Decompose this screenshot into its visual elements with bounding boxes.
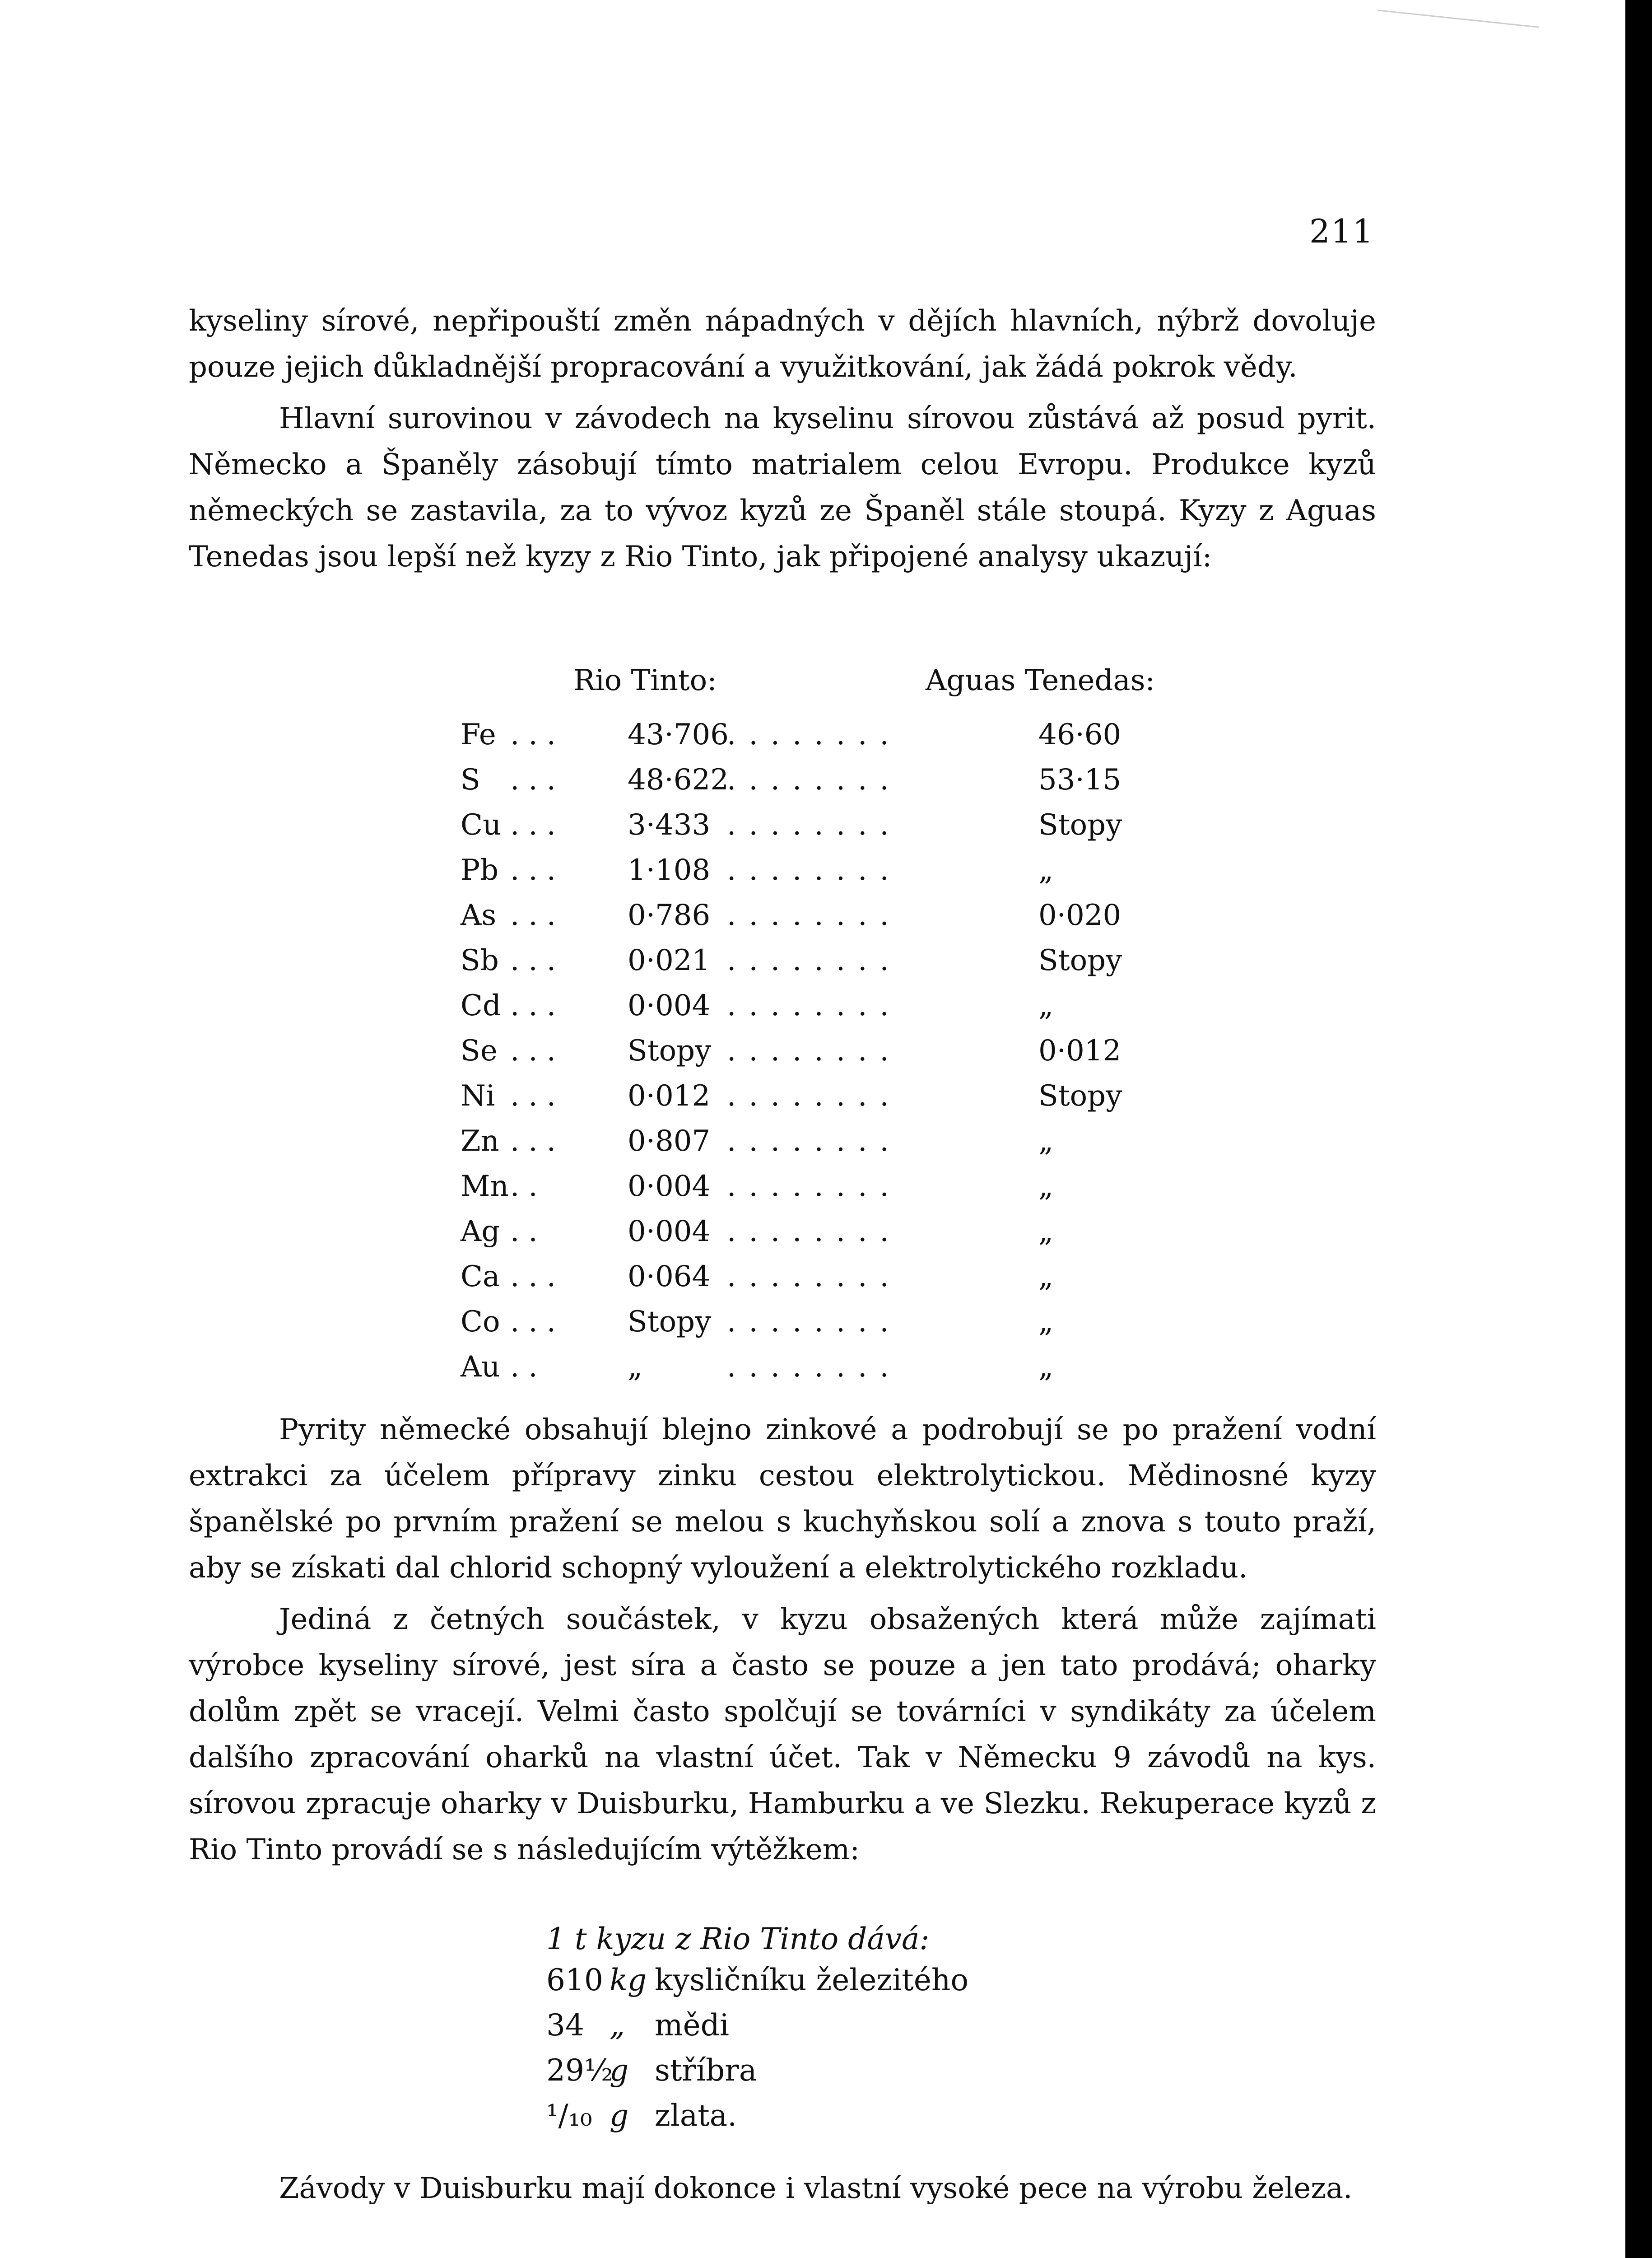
- yield-row: [546, 2053, 930, 2098]
- leader-dots: ........: [727, 763, 902, 797]
- yield-quantity: 29½: [546, 2053, 613, 2088]
- rio-tinto-value: 1·108: [628, 854, 711, 887]
- leader-dots: ........: [727, 1215, 902, 1248]
- analysis-table-header: [0, 664, 1625, 709]
- leader-dots: ........: [727, 854, 902, 887]
- aguas-tenedas-value: „: [1038, 989, 1054, 1022]
- aguas-tenedas-value: 53·15: [1038, 763, 1121, 797]
- element-symbol: As: [461, 899, 497, 932]
- aguas-tenedas-value: 0·020: [1038, 899, 1121, 932]
- element-symbol: Fe: [461, 718, 496, 751]
- yield-row: [546, 2098, 930, 2143]
- rio-tinto-value: 3·433: [628, 808, 711, 842]
- aguas-tenedas-value: „: [1038, 1170, 1054, 1203]
- table-row: [0, 899, 1625, 944]
- yield-unit: g: [610, 2098, 629, 2133]
- yield-row: [546, 2008, 930, 2053]
- aguas-tenedas-value: 0·012: [1038, 1034, 1121, 1068]
- yield-description: stříbra: [655, 2053, 757, 2088]
- rio-tinto-value: „: [628, 1350, 643, 1384]
- table-row: [0, 1260, 1625, 1305]
- aguas-tenedas-value: Stopy: [1038, 808, 1122, 842]
- paragraph-2: Hlavní surovinou v závodech na kyselinu sírovou zůstává až posud pyrit. Německo a Španěly zásobují tímto matrialem celou Evropu. Produkce kyzů německých se zastavila, za to vývoz kyzů ze Španěl stále stoupá. Kyzy z Aguas Tenedas jsou lepší než kyzy z Rio Tinto, jak připojené analysy ukazují:: [189, 402, 1376, 574]
- leader-dots: ........: [727, 989, 902, 1022]
- rio-tinto-value: 48·622: [628, 763, 729, 797]
- leader-dots: ........: [727, 1124, 902, 1158]
- rio-tinto-value: 43·706: [628, 718, 729, 751]
- element-symbol: S: [461, 763, 480, 797]
- element-symbol: Cd: [461, 989, 501, 1022]
- table-row: [0, 1350, 1625, 1395]
- leader-dots: ..: [510, 1350, 547, 1384]
- aguas-tenedas-value: Stopy: [1038, 1079, 1122, 1113]
- yield-unit: kg: [610, 1963, 647, 1997]
- leader-dots: ........: [727, 1034, 902, 1068]
- element-symbol: Cu: [461, 808, 502, 842]
- element-symbol: Mn: [461, 1170, 509, 1203]
- paragraph-3: Pyrity německé obsahují blejno zinkové a podrobují se po pražení vodní extrakci za účelem přípravy zinku cestou elektrolytickou. Mědinosné kyzy španělské po prvním pražení se melou s kuchyňskou solí a znova s touto praží, aby se získati dal chlorid schopný vyloužení a elektrolytického rozkladu.: [189, 1413, 1376, 1585]
- aguas-tenedas-value: Stopy: [1038, 944, 1122, 977]
- yield-block: [546, 1922, 969, 2143]
- rio-tinto-value: 0·807: [628, 1124, 711, 1158]
- table-row: [0, 763, 1625, 808]
- table-row: [0, 1124, 1625, 1170]
- element-symbol: Ag: [461, 1215, 500, 1248]
- rio-tinto-value: 0·004: [628, 1215, 711, 1248]
- element-symbol: Ca: [461, 1260, 500, 1293]
- rio-tinto-value: Stopy: [628, 1034, 712, 1068]
- aguas-tenedas-value: „: [1038, 1215, 1054, 1248]
- scan-edge-mark: [1377, 9, 1539, 28]
- table-row: [0, 1170, 1625, 1215]
- leader-dots: ...: [510, 1124, 565, 1158]
- header-rio-tinto: Rio Tinto:: [573, 664, 717, 697]
- closing-text: [189, 2165, 1376, 2211]
- table-row: [0, 1215, 1625, 1260]
- leader-dots: ........: [727, 1350, 902, 1384]
- leader-dots: ...: [510, 1305, 565, 1339]
- leader-dots: ...: [510, 718, 565, 751]
- rio-tinto-value: 0·012: [628, 1079, 711, 1113]
- element-symbol: Se: [461, 1034, 498, 1068]
- leader-dots: ..: [510, 1170, 547, 1203]
- aguas-tenedas-value: „: [1038, 1260, 1054, 1293]
- leader-dots: ........: [727, 1305, 902, 1339]
- table-row: [0, 944, 1625, 989]
- leader-dots: ...: [510, 989, 565, 1022]
- aguas-tenedas-value: „: [1038, 854, 1054, 887]
- rio-tinto-value: 0·786: [628, 899, 711, 932]
- table-row: [0, 989, 1625, 1034]
- yield-quantity: ¹/₁₀: [546, 2098, 592, 2133]
- table-row: [0, 808, 1625, 854]
- table-row: [0, 1079, 1625, 1124]
- leader-dots: ........: [727, 1079, 902, 1113]
- leader-dots: ...: [510, 1079, 565, 1113]
- leader-dots: ........: [727, 899, 902, 932]
- leader-dots: ...: [510, 808, 565, 842]
- element-symbol: Pb: [461, 854, 499, 887]
- analysis-table: [0, 718, 1625, 1395]
- leader-dots: ...: [510, 763, 565, 797]
- table-row: [0, 1305, 1625, 1350]
- rio-tinto-value: Stopy: [628, 1305, 712, 1339]
- aguas-tenedas-value: „: [1038, 1350, 1054, 1384]
- table-row: [0, 1034, 1625, 1079]
- element-symbol: Au: [461, 1350, 500, 1384]
- leader-dots: ...: [510, 899, 565, 932]
- rio-tinto-value: 0·021: [628, 944, 711, 977]
- table-row: [0, 854, 1625, 899]
- header-aguas-tenedas: Aguas Tenedas:: [926, 664, 1155, 697]
- leader-dots: ..: [510, 1215, 547, 1248]
- rio-tinto-value: 0·064: [628, 1260, 711, 1293]
- leader-dots: ........: [727, 718, 902, 751]
- leader-dots: ...: [510, 944, 565, 977]
- element-symbol: Sb: [461, 944, 499, 977]
- upper-text: [189, 298, 1376, 580]
- paragraph-4: Jediná z četných součástek, v kyzu obsažených která může zajímati výrobce kyseliny sírové, jest síra a často se pouze a jen tato prodává; oharky dolům zpět se vracejí. Velmi často spolčují se továrníci v syndikáty za účelem dalšího zpracování oharků na vlastní účet. Tak v Německu 9 závodů na kys. sírovou zpracuje oharky v Duisburku, Hamburku a ve Slezku. Rekuperace kyzů z Rio Tinto provádí se s následujícím výtěžkem:: [189, 1603, 1376, 1866]
- leader-dots: ........: [727, 808, 902, 842]
- element-symbol: Ni: [461, 1079, 495, 1113]
- aguas-tenedas-value: 46·60: [1038, 718, 1121, 751]
- yield-row: [546, 1963, 969, 2008]
- leader-dots: ...: [510, 1260, 565, 1293]
- yield-description: mědi: [655, 2008, 729, 2043]
- rio-tinto-value: 0·004: [628, 989, 711, 1022]
- yield-unit: g: [610, 2053, 629, 2088]
- lower-text: [189, 1407, 1376, 1873]
- rio-tinto-value: 0·004: [628, 1170, 711, 1203]
- yield-quantity: 34: [546, 2008, 584, 2043]
- leader-dots: ...: [510, 1034, 565, 1068]
- yield-description: zlata.: [655, 2098, 737, 2133]
- aguas-tenedas-value: „: [1038, 1305, 1054, 1339]
- element-symbol: Zn: [461, 1124, 499, 1158]
- yield-quantity: 610: [546, 1963, 603, 1997]
- yield-unit: „: [610, 2008, 625, 2043]
- leader-dots: ........: [727, 1260, 902, 1293]
- paragraph-1: kyseliny sírové, nepřipouští změn nápadných v dějích hlavních, nýbrž dovoluje pouze jejich důkladnější propracování a využitkování, jak žádá pokrok vědy.: [189, 304, 1376, 384]
- paragraph-5: Závody v Duisburku mají dokonce i vlastní vysoké pece na výrobu železa.: [279, 2172, 1353, 2205]
- leader-dots: ........: [727, 944, 902, 977]
- leader-dots: ...: [510, 854, 565, 887]
- yield-title: 1 t kyzu z Rio Tinto dává:: [546, 1922, 930, 1956]
- element-symbol: Co: [461, 1305, 500, 1339]
- aguas-tenedas-value: „: [1038, 1124, 1054, 1158]
- leader-dots: ........: [727, 1170, 902, 1203]
- yield-description: kysličníku železitého: [655, 1963, 969, 1997]
- table-row: [0, 718, 1625, 763]
- page-number: 211: [1309, 212, 1374, 250]
